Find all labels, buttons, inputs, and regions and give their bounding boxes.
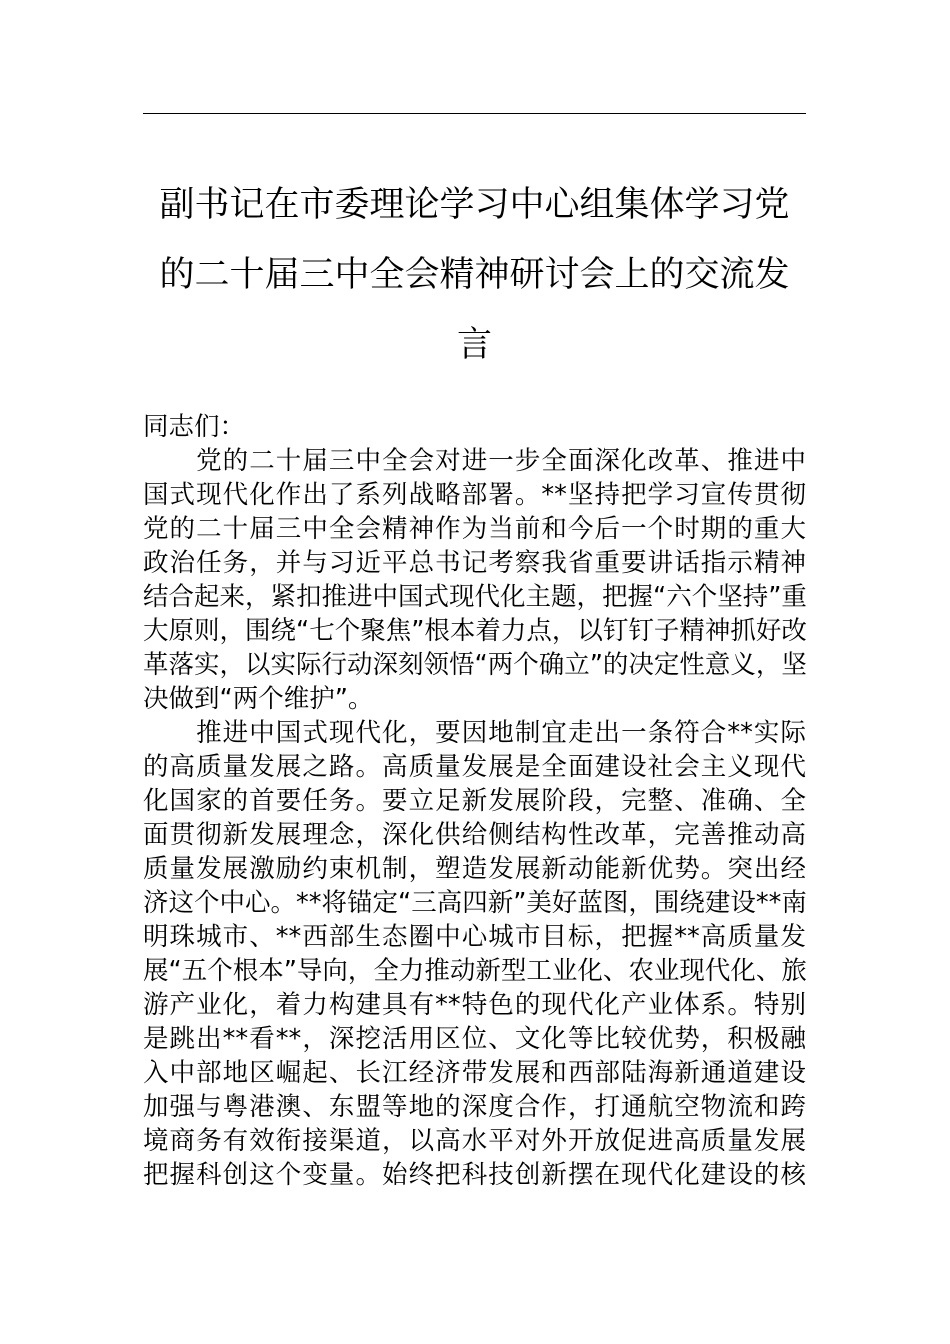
paragraph-line: 质量发展激励约束机制，塑造发展新动能新优势。突出经	[143, 854, 806, 884]
title-line: 言	[456, 325, 492, 365]
paragraph-line: 国式现代化作出了系列战略部署。**坚持把学习宣传贯彻	[143, 480, 806, 510]
paragraph-line: 面贯彻新发展理念，深化供给侧结构性改革，完善推动高	[143, 820, 806, 850]
paragraph-line: 化国家的首要任务。要立足新发展阶段，完整、准确、全	[143, 786, 806, 816]
paragraph-line: 党的二十届三中全会对进一步全面深化改革、推进中	[143, 446, 806, 476]
paragraph-line: 是跳出**看**，深挖活用区位、文化等比较优势，积极融	[143, 1024, 806, 1054]
paragraph-line: 推进中国式现代化，要因地制宜走出一条符合**实际	[143, 718, 806, 748]
paragraph-line: 把握科创这个变量。始终把科技创新摆在现代化建设的核	[143, 1160, 806, 1190]
paragraph-line: 入中部地区崛起、长江经济带发展和西部陆海新通道建设	[143, 1058, 806, 1088]
title-line: 的二十届三中全会精神研讨会上的交流发	[159, 255, 790, 295]
salutation: 同志们：	[143, 412, 246, 442]
paragraph-line: 明珠城市、**西部生态圈中心城市目标，把握**高质量发	[143, 922, 806, 952]
paragraph-line: 展“五个根本”导向，全力推动新型工业化、农业现代化、旅	[143, 956, 807, 986]
title-line: 副书记在市委理论学习中心组集体学习党	[159, 185, 790, 225]
header-rule	[143, 113, 806, 114]
document-body	[143, 410, 806, 1192]
paragraph-line: 游产业化，着力构建具有**特色的现代化产业体系。特别	[143, 990, 806, 1020]
paragraph-line: 政治任务，并与习近平总书记考察我省重要讲话指示精神	[143, 548, 806, 578]
paragraph-line: 决做到“两个维护”。	[143, 684, 374, 714]
paragraph-line: 济这个中心。**将锚定“三高四新”美好蓝图，围绕建设**南	[143, 888, 807, 918]
paragraph-1	[143, 444, 806, 716]
paragraph-line: 革落实，以实际行动深刻领悟“两个确立”的决定性意义，坚	[143, 650, 807, 680]
paragraph-line: 加强与粤港澳、东盟等地的深度合作，打通航空物流和跨	[143, 1092, 806, 1122]
paragraph-line: 党的二十届三中全会精神作为当前和今后一个时期的重大	[143, 514, 806, 544]
document-title	[143, 170, 806, 380]
paragraph-line: 境商务有效衔接渠道，以高水平对外开放促进高质量发展	[143, 1126, 806, 1156]
paragraph-line: 结合起来，紧扣推进中国式现代化主题，把握“六个坚持”重	[143, 582, 807, 612]
paragraph-line: 大原则，围绕“七个聚焦”根本着力点，以钉钉子精神抓好改	[143, 616, 807, 646]
paragraph-2	[143, 716, 806, 1192]
paragraph-line: 的高质量发展之路。高质量发展是全面建设社会主义现代	[143, 752, 806, 782]
